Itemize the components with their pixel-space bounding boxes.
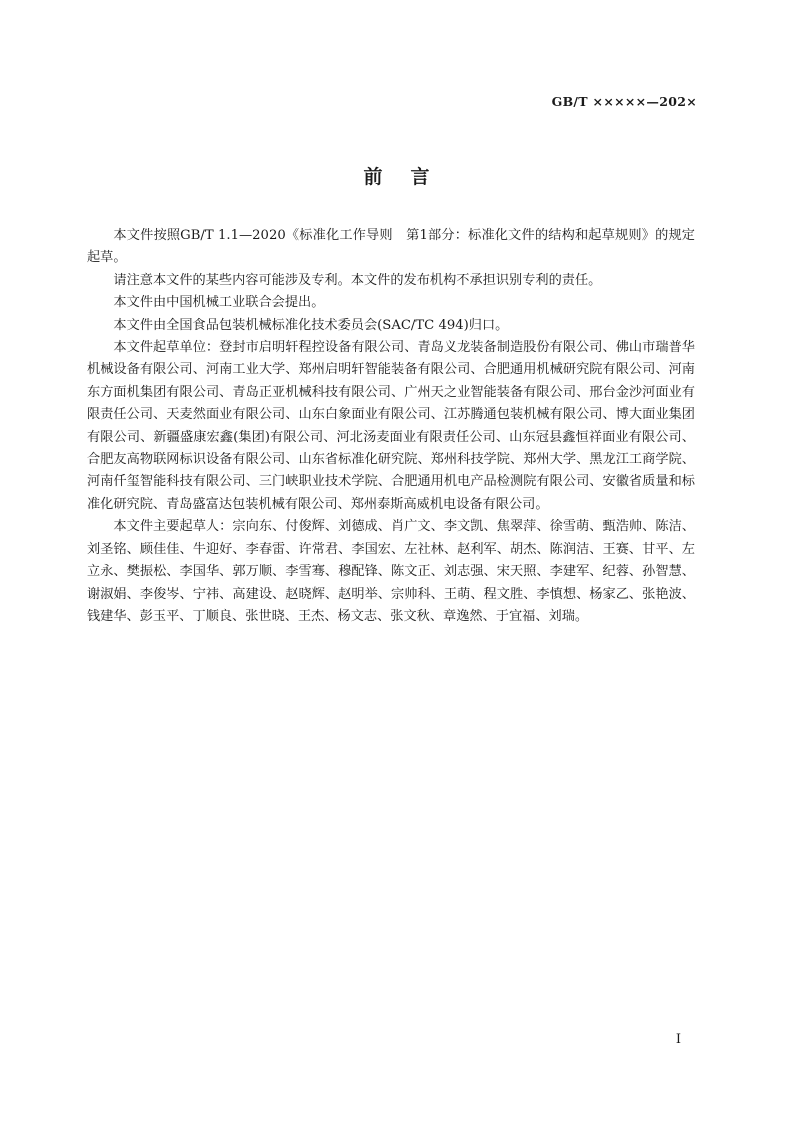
paragraph-drafters: 本文件主要起草人：宗向东、付俊辉、刘德成、肖广文、李文凯、焦翠萍、徐雪萌、甄浩帅、陈洁、刘圣铭、顾佳佳、牛迎好、李春雷、许常君、李国宏、左社林、赵利军、胡杰、陈润洁、王赛、甘平、左立永、樊振松、李国华、郭万顺、李雪骞、穆配锋、陈文正、刘志强、宋天照、李建军、纪蓉、孙智慧、谢淑娟、李俊岑、宁祎、高建设、赵晓辉、赵明举、宗帅科、王萌、程文胜、李慎想、杨家乙、张艳波、钱建华、彭玉平、丁顺良、张世晓、王杰、杨文志、张文秋、章逸然、于宜福、刘瑞。 <box>87 519 695 624</box>
page-number: I <box>675 1032 681 1047</box>
standard-code: GB/T ×××××—202× <box>551 94 697 109</box>
paragraph-proposer: 本文件由中国机械工业联合会提出。 <box>113 295 325 311</box>
paragraph-drafting-units: 本文件起草单位：登封市启明轩程控设备有限公司、青岛义龙装备制造股份有限公司、佛山市瑞普华机械设备有限公司、河南工业大学、郑州启明轩智能装备有限公司、合肥通用机械研究院有限公司、河南东方面机集团有限公司、青岛正亚机械科技有限公司、广州天之业智能装备有限公司、邢台金沙河面业有限责任公司、天麦然面业有限公司、山东白象面业有限公司、江苏腾通包装机械有限公司、博大面业集团有限公司、新疆盛康宏鑫(集团)有限公司、河北汤麦面业有限责任公司、山东冠县鑫恒祥面业有限公司、合肥友高物联网标识设备有限公司、山东省标准化研究院、郑州科技学院、郑州大学、黑龙江工商学院、河南仟玺智能科技有限公司、三门峡职业技术学院、合肥通用机电产品检测院有限公司、安徽省质量和标准化研究院、青岛盛富达包装机械有限公司、郑州泰斯高威机电设备有限公司。 <box>87 340 695 512</box>
paragraph-patent-notice: 请注意本文件的某些内容可能涉及专利。本文件的发布机构不承担识别专利的责任。 <box>113 272 602 288</box>
paragraph-committee: 本文件由全国食品包装机械标准化技术委员会(SAC/TC 494)归口。 <box>113 317 509 333</box>
paragraph-drafting-rule: 本文件按照GB/T 1.1—2020《标准化工作导则 第1部分：标准化文件的结构和起草规则》的规定起草。 <box>87 228 695 266</box>
foreword-body <box>87 225 695 628</box>
page-title: 前言 <box>363 166 458 188</box>
